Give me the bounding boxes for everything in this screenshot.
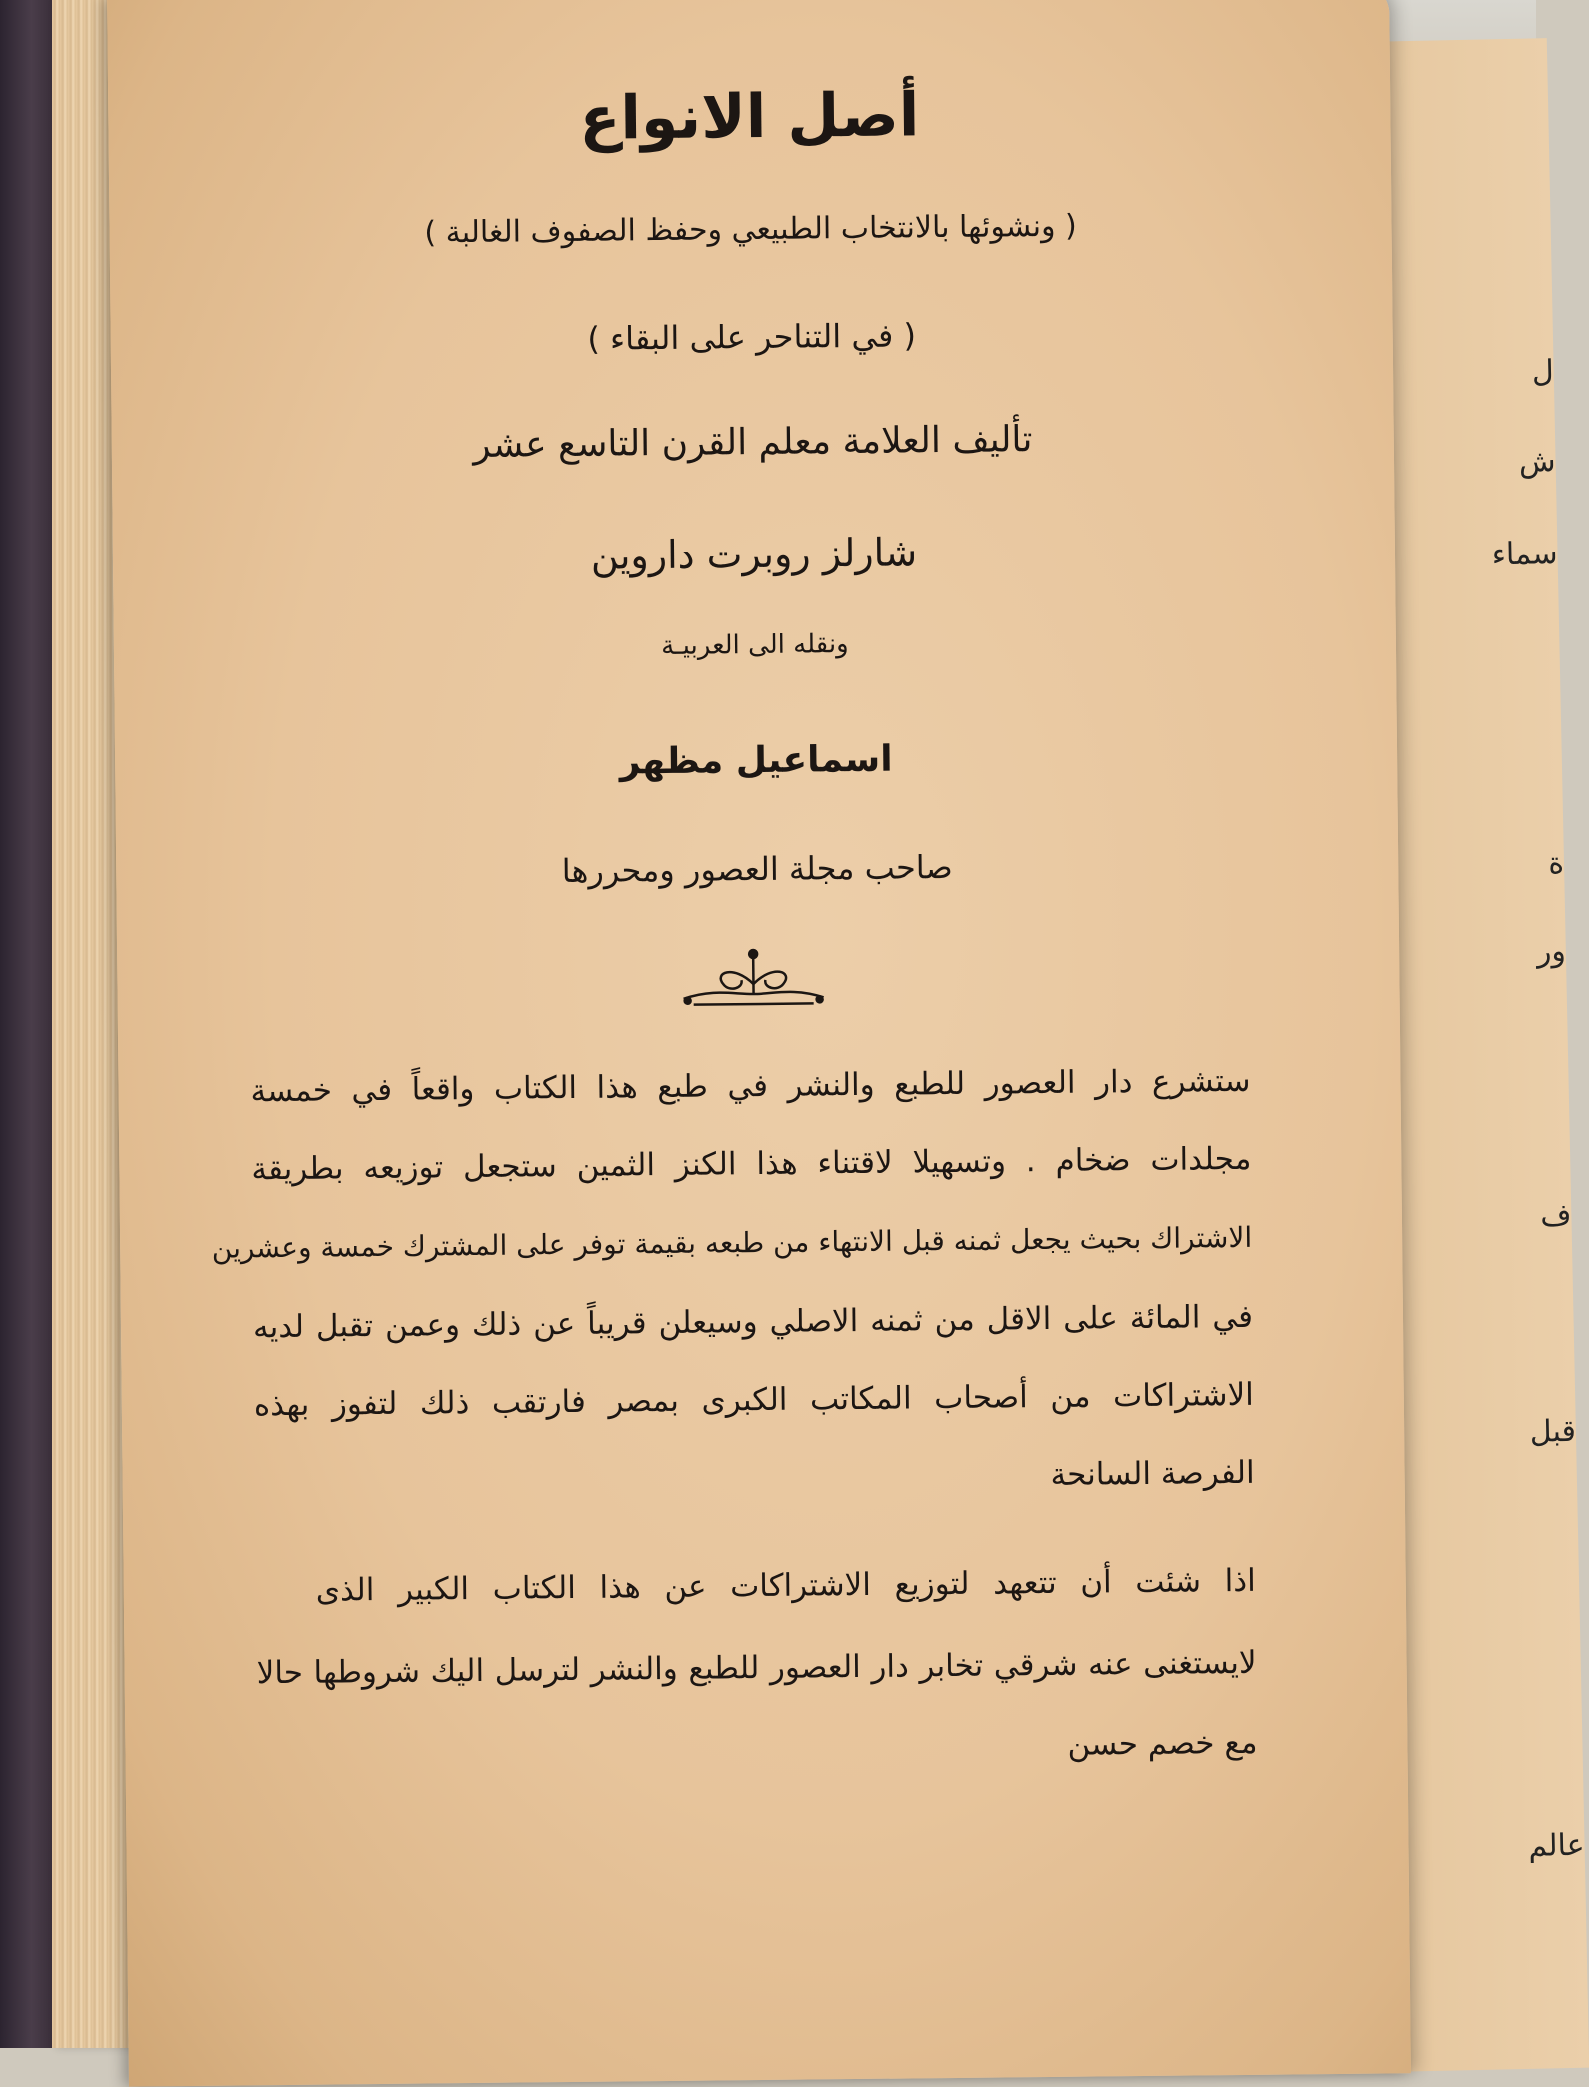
facing-page-fragment: عالم	[1528, 1827, 1585, 1864]
author-name: شارلز روبرت داروين	[590, 530, 918, 578]
facing-page-fragment: ل	[1531, 354, 1555, 390]
book-subtitle-1: ( ونشوئها بالانتخاب الطبيعي وحفظ الصفوف الغالبة )	[424, 208, 1077, 251]
paragraph-1-line: في المائة على الاقل من ثمنه الاصلي وسيعلن قريباً عن ذلك وعمن تقبل لديه	[252, 1298, 1254, 1346]
title-page	[107, 0, 1411, 2087]
facing-page-fragment: ش	[1518, 444, 1556, 480]
paragraph-2-line: لايستغنى عنه شرقي تخابر دار العصور للطبع والنشر لترسل اليك شروطها حالا	[256, 1644, 1257, 1692]
translated-label: ونقله الى العربيـة	[660, 629, 849, 662]
book-title: أصل الانواع	[579, 80, 920, 154]
author-description: تأليف العلامة معلم القرن التاسع عشر	[472, 419, 1033, 466]
translator-role: صاحب مجلة العصور ومحررها	[561, 847, 953, 891]
book-subtitle-2: ( في التناحر على البقاء )	[587, 316, 917, 358]
facing-page-fragment: ة	[1547, 845, 1565, 882]
paragraph-2-line: اذا شئت أن تتعهد لتوزيع الاشتراكات عن هذا الكتاب الكبير الذى	[315, 1562, 1256, 1609]
translator-name: اسماعيل مظهر	[619, 738, 893, 783]
ornament-icon	[673, 943, 834, 1015]
facing-page-fragment: قبل	[1529, 1413, 1577, 1450]
facing-page-fragment: ف	[1539, 1197, 1572, 1234]
paragraph-1-line: مجلدات ضخام . وتسهيلا لاقتناء هذا الكنز الثمين ستجعل توزيعه بطريقة	[251, 1140, 1252, 1188]
paragraph-2-line: مع خصم حسن	[1067, 1724, 1258, 1763]
paragraph-1-line: الاشتراك بحيث يجعل ثمنه قبل الانتهاء من طبعه بقيمة توفر على المشترك خمسة وعشرين	[211, 1220, 1253, 1265]
paragraph-1-line: الاشتراكات من أصحاب المكاتب الكبرى بمصر فارتقب ذلك لتفوز بهذه	[253, 1376, 1254, 1424]
paragraph-1-line: الفرصة السانحة	[1050, 1454, 1255, 1493]
facing-page-fragment: سماء	[1491, 536, 1558, 573]
paragraph-1-line: ستشرع دار العصور للطبع والنشر في طبع هذا الكتاب واقعاً في خمسة	[250, 1062, 1251, 1110]
facing-page-fragment: ور	[1536, 933, 1567, 970]
